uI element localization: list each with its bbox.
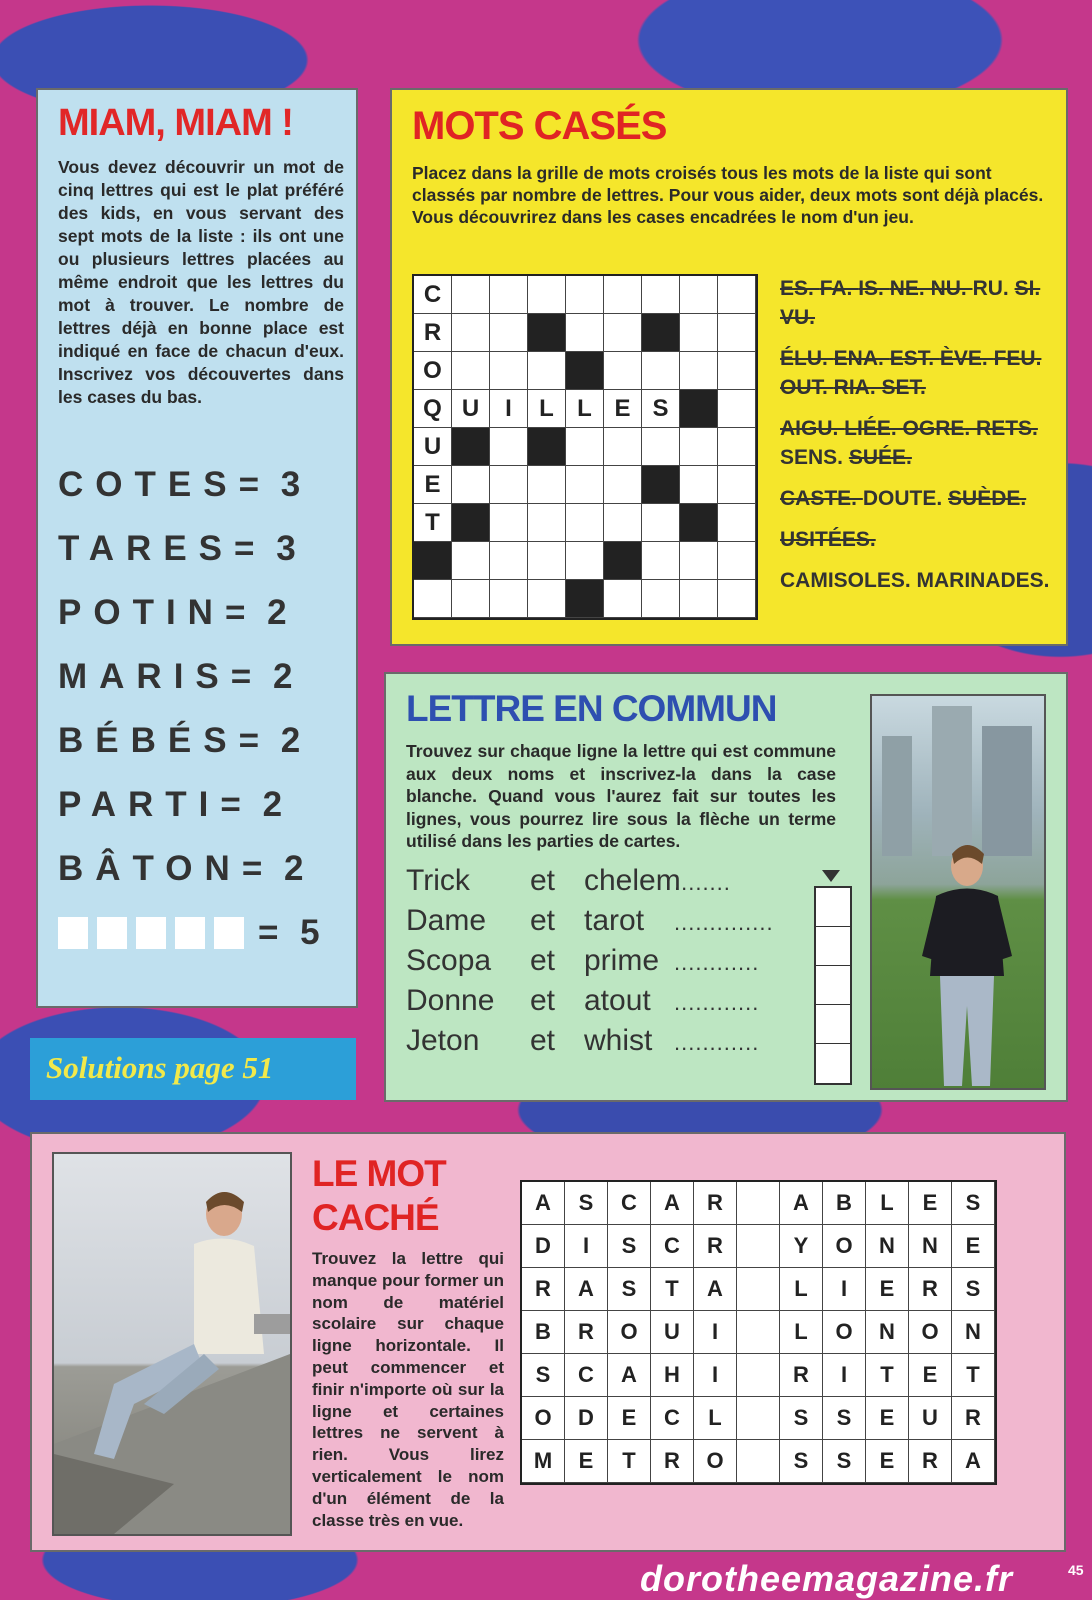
person-figure xyxy=(922,836,1012,1086)
grid-cell[interactable] xyxy=(490,580,528,618)
grid-cell[interactable] xyxy=(604,352,642,390)
letter-cell: C xyxy=(608,1182,651,1225)
lettre-en-commun-panel xyxy=(384,672,1068,1102)
pair-b: prime xyxy=(584,944,660,977)
letter-cell: L xyxy=(780,1268,823,1311)
empty-cell[interactable] xyxy=(737,1354,780,1397)
grid-cell[interactable] xyxy=(604,428,642,466)
empty-cell[interactable] xyxy=(737,1440,780,1483)
black-cell xyxy=(566,352,604,390)
grid-cell[interactable] xyxy=(490,466,528,504)
hidden-word-grid[interactable] xyxy=(520,1180,997,1485)
grid-cell[interactable] xyxy=(680,428,718,466)
empty-cell[interactable] xyxy=(737,1268,780,1311)
letter-cell: O xyxy=(608,1311,651,1354)
grid-cell[interactable] xyxy=(642,276,680,314)
miam-word-row xyxy=(58,844,358,894)
letter-cell: R xyxy=(651,1440,694,1483)
black-cell xyxy=(680,504,718,542)
grid-cell[interactable] xyxy=(642,352,680,390)
grid-cell[interactable]: U xyxy=(414,428,452,466)
pair-dots: ............ xyxy=(674,950,760,975)
word-entry: ENA. xyxy=(833,347,890,370)
letter-cell: E xyxy=(952,1225,995,1268)
grid-cell[interactable]: E xyxy=(604,390,642,428)
letter-cell: R xyxy=(952,1397,995,1440)
letter-cell: A xyxy=(608,1354,651,1397)
word-group xyxy=(780,344,1060,402)
letter-cell: E xyxy=(866,1397,909,1440)
miam-word: TARES xyxy=(58,529,235,568)
pair-b: chelem xyxy=(584,864,681,897)
mot-cache-title: LE MOT CACHÉ xyxy=(312,1153,446,1238)
grid-cell[interactable] xyxy=(490,276,528,314)
pair-row xyxy=(406,904,774,944)
miam-word-row xyxy=(58,588,358,638)
letter-cell: I xyxy=(694,1354,737,1397)
grid-cell[interactable] xyxy=(566,428,604,466)
black-cell xyxy=(452,504,490,542)
pair-a: Donne xyxy=(406,984,495,1017)
pair-et: et xyxy=(530,944,556,977)
letter-cell: L xyxy=(694,1397,737,1440)
pair-row xyxy=(406,1024,760,1064)
black-cell xyxy=(528,314,566,352)
letter-cell: A xyxy=(522,1182,565,1225)
pair-b: atout xyxy=(584,984,651,1017)
miam-score: = 2 xyxy=(220,785,289,824)
word-group xyxy=(780,274,1060,332)
letter-cell: A xyxy=(651,1182,694,1225)
site-watermark: dorotheemagazine.fr xyxy=(640,1558,1014,1599)
miam-word: BÉBÉS xyxy=(58,721,239,760)
photo-man-sitting xyxy=(52,1152,292,1536)
letter-cell: C xyxy=(565,1354,608,1397)
grid-cell[interactable]: C xyxy=(414,276,452,314)
pair-row xyxy=(406,944,760,984)
pair-row xyxy=(406,984,760,1024)
word-entry: CAMISOLES. xyxy=(780,569,917,592)
letter-cell: R xyxy=(565,1311,608,1354)
grid-cell[interactable] xyxy=(452,466,490,504)
letter-cell: A xyxy=(565,1268,608,1311)
miam-score: = 2 xyxy=(224,593,293,632)
letter-cell: Y xyxy=(780,1225,823,1268)
letter-cell: N xyxy=(866,1225,909,1268)
grid-cell[interactable] xyxy=(490,504,528,542)
word-entry: MARINADES. xyxy=(916,569,1050,592)
pair-a: Jeton xyxy=(406,1024,480,1057)
word-entry: SET. xyxy=(881,376,926,399)
grid-cell[interactable] xyxy=(452,276,490,314)
word-group xyxy=(780,525,1060,554)
grid-cell[interactable] xyxy=(452,542,490,580)
letter-cell: I xyxy=(694,1311,737,1354)
letter-cell: A xyxy=(694,1268,737,1311)
word-group xyxy=(780,566,1060,595)
letter-cell: B xyxy=(522,1311,565,1354)
letter-cell: D xyxy=(565,1397,608,1440)
letter-cell: R xyxy=(780,1354,823,1397)
miam-score: = 2 xyxy=(241,849,310,888)
letter-cell: A xyxy=(780,1182,823,1225)
grid-cell[interactable] xyxy=(566,542,604,580)
pair-b: whist xyxy=(584,1024,653,1057)
grid-cell[interactable]: L xyxy=(566,390,604,428)
empty-cell[interactable] xyxy=(737,1397,780,1440)
grid-cell[interactable] xyxy=(566,314,604,352)
mots-cases-panel xyxy=(390,88,1068,646)
grid-cell[interactable] xyxy=(490,314,528,352)
miam-score: = 3 xyxy=(238,465,307,504)
word-entry: OUT. xyxy=(780,376,834,399)
empty-cell[interactable] xyxy=(737,1311,780,1354)
letter-cell: H xyxy=(651,1354,694,1397)
page-number: 45 xyxy=(1068,1562,1084,1578)
miam-word-row xyxy=(58,460,358,510)
letter-cell: R xyxy=(909,1268,952,1311)
miam-word: PARTI xyxy=(58,785,221,824)
grid-cell[interactable] xyxy=(642,580,680,618)
pair-et: et xyxy=(530,1024,556,1057)
mots-cases-instructions: Placez dans la grille de mots croisés tous les mots de la liste qui sont classés par nombre de lettres. Pour vous aider, deux mots sont déjà placés. Vous découvrirez dans les cases encadrées le nom d'un jeu. xyxy=(412,163,1044,227)
grid-cell[interactable]: E xyxy=(414,466,452,504)
letter-cell: M xyxy=(522,1440,565,1483)
word-group xyxy=(780,484,1060,513)
word-entry: SI. xyxy=(1014,277,1041,300)
miam-word: BÂTON xyxy=(58,849,242,888)
letter-cell: D xyxy=(522,1225,565,1268)
grid-cell[interactable] xyxy=(528,580,566,618)
empty-cell[interactable] xyxy=(737,1182,780,1225)
grid-cell[interactable] xyxy=(566,466,604,504)
letter-cell: O xyxy=(823,1225,866,1268)
word-entry: RU. xyxy=(972,277,1015,300)
grid-cell[interactable] xyxy=(604,466,642,504)
letter-cell: S xyxy=(780,1397,823,1440)
pair-dots: ............ xyxy=(674,1030,760,1055)
letter-cell: O xyxy=(823,1311,866,1354)
grid-cell[interactable] xyxy=(528,276,566,314)
grid-cell[interactable] xyxy=(452,580,490,618)
word-entry: NE. xyxy=(889,277,931,300)
letter-cell: A xyxy=(952,1440,995,1483)
word-group xyxy=(780,414,1060,472)
grid-cell[interactable] xyxy=(604,580,642,618)
grid-cell[interactable] xyxy=(680,542,718,580)
grid-cell[interactable] xyxy=(604,504,642,542)
letter-cell: S xyxy=(608,1225,651,1268)
grid-cell[interactable] xyxy=(680,580,718,618)
pair-a: Trick xyxy=(406,864,470,897)
letter-cell: S xyxy=(823,1397,866,1440)
grid-cell[interactable] xyxy=(718,542,756,580)
letter-cell: T xyxy=(608,1440,651,1483)
letter-cell: L xyxy=(780,1311,823,1354)
letter-cell: N xyxy=(952,1311,995,1354)
grid-cell[interactable]: S xyxy=(642,390,680,428)
letter-cell: I xyxy=(823,1268,866,1311)
mots-cases-title: MOTS CASÉS xyxy=(412,104,667,148)
answer-score: = 5 xyxy=(258,913,326,952)
pair-et: et xyxy=(530,864,556,897)
black-cell xyxy=(680,390,718,428)
black-cell xyxy=(604,542,642,580)
lettre-title: LETTRE EN COMMUN xyxy=(406,688,777,729)
letter-cell: R xyxy=(522,1268,565,1311)
letter-cell: T xyxy=(651,1268,694,1311)
word-entry: EST. xyxy=(889,347,940,370)
word-entry: CASTE. xyxy=(780,487,863,510)
grid-cell[interactable] xyxy=(718,276,756,314)
photo-man-in-park xyxy=(870,694,1046,1090)
letter-cell: S xyxy=(823,1440,866,1483)
grid-cell[interactable] xyxy=(566,276,604,314)
grid-cell[interactable] xyxy=(718,466,756,504)
miam-word-row xyxy=(58,524,358,574)
pair-row xyxy=(406,864,756,904)
letter-cell: E xyxy=(866,1268,909,1311)
word-entry: ÉLU. xyxy=(780,347,834,370)
empty-cell[interactable] xyxy=(737,1225,780,1268)
grid-cell[interactable] xyxy=(528,352,566,390)
letter-cell: O xyxy=(522,1397,565,1440)
black-cell xyxy=(642,466,680,504)
pair-dots: ........ xyxy=(674,870,731,895)
letter-cell: C xyxy=(651,1397,694,1440)
mots-cases-word-list xyxy=(780,274,1060,607)
grid-cell[interactable]: L xyxy=(528,390,566,428)
grid-cell[interactable] xyxy=(680,314,718,352)
black-cell xyxy=(642,314,680,352)
letter-cell: S xyxy=(522,1354,565,1397)
word-entry: RIA. xyxy=(833,376,882,399)
miam-score: = 2 xyxy=(230,657,299,696)
word-entry: IS. xyxy=(858,277,890,300)
letter-cell: N xyxy=(909,1225,952,1268)
word-entry: SUÉE. xyxy=(848,446,912,469)
grid-cell[interactable] xyxy=(680,352,718,390)
grid-cell[interactable] xyxy=(528,466,566,504)
grid-cell[interactable] xyxy=(528,504,566,542)
letter-cell: R xyxy=(909,1440,952,1483)
letter-cell: E xyxy=(909,1354,952,1397)
letter-cell: S xyxy=(565,1182,608,1225)
miam-miam-panel xyxy=(36,88,358,1008)
miam-word: MARIS xyxy=(58,657,231,696)
word-entry: VU. xyxy=(780,306,816,329)
grid-cell[interactable]: R xyxy=(414,314,452,352)
grid-cell[interactable] xyxy=(680,466,718,504)
crossword-grid[interactable] xyxy=(412,274,758,620)
grid-cell[interactable] xyxy=(490,352,528,390)
grid-cell[interactable] xyxy=(642,542,680,580)
letter-cell: E xyxy=(866,1440,909,1483)
grid-cell[interactable] xyxy=(490,542,528,580)
miam-title: MIAM, MIAM ! xyxy=(58,102,293,144)
letter-cell: L xyxy=(866,1182,909,1225)
grid-cell[interactable] xyxy=(452,314,490,352)
answer-column[interactable] xyxy=(814,886,852,1085)
miam-word-row xyxy=(58,780,358,830)
letter-cell: C xyxy=(651,1225,694,1268)
grid-cell[interactable]: Q xyxy=(414,390,452,428)
word-entry: OGRE. xyxy=(902,417,977,440)
black-cell xyxy=(414,542,452,580)
word-entry: ÈVE. xyxy=(939,347,994,370)
word-entry: DOUTE. xyxy=(862,487,949,510)
miam-word: POTIN xyxy=(58,593,225,632)
letter-cell: S xyxy=(952,1182,995,1225)
grid-cell[interactable]: I xyxy=(490,390,528,428)
grid-cell[interactable] xyxy=(718,314,756,352)
grid-cell[interactable]: U xyxy=(452,390,490,428)
word-entry: USITÉES. xyxy=(780,528,876,551)
pair-et: et xyxy=(530,904,556,937)
letter-cell: E xyxy=(909,1182,952,1225)
letter-cell: E xyxy=(608,1397,651,1440)
grid-cell[interactable] xyxy=(528,542,566,580)
grid-cell[interactable] xyxy=(414,580,452,618)
letter-cell: S xyxy=(952,1268,995,1311)
black-cell xyxy=(452,428,490,466)
letter-cell: T xyxy=(952,1354,995,1397)
grid-cell[interactable] xyxy=(604,276,642,314)
word-entry: LIÉE. xyxy=(844,417,903,440)
grid-cell[interactable] xyxy=(718,580,756,618)
grid-cell[interactable] xyxy=(718,352,756,390)
grid-cell[interactable] xyxy=(642,428,680,466)
word-entry: ES. xyxy=(780,277,820,300)
letter-cell: T xyxy=(866,1354,909,1397)
letter-cell: U xyxy=(651,1311,694,1354)
letter-cell: U xyxy=(909,1397,952,1440)
miam-score: = 2 xyxy=(238,721,307,760)
letter-cell: R xyxy=(694,1182,737,1225)
grid-cell[interactable]: T xyxy=(414,504,452,542)
word-entry: SUÈDE. xyxy=(948,487,1027,510)
solutions-label: Solutions page 51 xyxy=(46,1050,274,1085)
pair-a: Dame xyxy=(406,904,487,937)
word-entry: FA. xyxy=(819,277,859,300)
pair-dots: ............ xyxy=(674,990,760,1015)
miam-instructions: Vous devez découvrir un mot de cinq lettres qui est le plat préféré des kids, en vous servant des sept mots de la liste : ils ont une ou plusieurs lettres placées au même endroit que les lettres du mot à trouver. Le nombre de lettres déjà en bonne place est indiqué en face de chacun d'eux. Inscrivez vos découvertes dans les cases du bas. xyxy=(58,157,344,407)
letter-cell: S xyxy=(780,1440,823,1483)
down-arrow-icon xyxy=(822,870,840,882)
word-entry: SENS. xyxy=(780,446,849,469)
letter-cell: E xyxy=(565,1440,608,1483)
letter-cell: O xyxy=(694,1440,737,1483)
pair-a: Scopa xyxy=(406,944,492,977)
solutions-banner xyxy=(30,1038,356,1100)
pair-et: et xyxy=(530,984,556,1017)
black-cell xyxy=(566,580,604,618)
grid-cell[interactable] xyxy=(718,390,756,428)
letter-cell: R xyxy=(694,1225,737,1268)
pair-b: tarot xyxy=(584,904,645,937)
miam-word-row xyxy=(58,652,358,702)
lettre-instructions: Trouvez sur chaque ligne la lettre qui est commune aux deux noms et inscrivez-la dans la case blanche. Quand vous l'aurez fait sur toutes les lignes, vous pourrez lire sous la flèche un terme utilisé dans les parties de cartes. xyxy=(406,741,836,851)
grid-cell[interactable] xyxy=(680,276,718,314)
word-entry: NU. xyxy=(930,277,973,300)
black-cell xyxy=(528,428,566,466)
miam-answer-row xyxy=(58,908,358,958)
word-entry: FEU. xyxy=(993,347,1042,370)
grid-cell[interactable] xyxy=(604,314,642,352)
grid-cell[interactable] xyxy=(642,504,680,542)
answer-boxes[interactable] xyxy=(58,917,244,949)
grid-cell[interactable] xyxy=(718,504,756,542)
le-mot-cache-panel xyxy=(30,1132,1066,1552)
grid-cell[interactable] xyxy=(566,504,604,542)
miam-score: = 3 xyxy=(234,529,302,568)
mot-cache-instructions: Trouvez la lettre qui manque pour former un nom de matériel scolaire sur chaque ligne horizontale. Il peut commencer et finir n'importe où sur la ligne et certaines lettres ne servent à rien. Vous lirez verticalement le nom d'un élément de la classe très en vue. xyxy=(312,1249,504,1530)
word-entry: RETS. xyxy=(976,417,1038,440)
grid-cell[interactable] xyxy=(490,428,528,466)
grid-cell[interactable]: O xyxy=(414,352,452,390)
grid-cell[interactable] xyxy=(452,352,490,390)
grid-cell[interactable] xyxy=(718,428,756,466)
miam-word: COTES xyxy=(58,465,239,504)
letter-cell: I xyxy=(565,1225,608,1268)
word-entry: AIGU. xyxy=(780,417,845,440)
seated-person-figure xyxy=(54,1154,290,1534)
letter-cell: I xyxy=(823,1354,866,1397)
letter-cell: S xyxy=(608,1268,651,1311)
letter-cell: O xyxy=(909,1311,952,1354)
letter-cell: B xyxy=(823,1182,866,1225)
miam-word-row xyxy=(58,716,358,766)
letter-cell: N xyxy=(866,1311,909,1354)
pair-dots: .............. xyxy=(674,910,774,935)
